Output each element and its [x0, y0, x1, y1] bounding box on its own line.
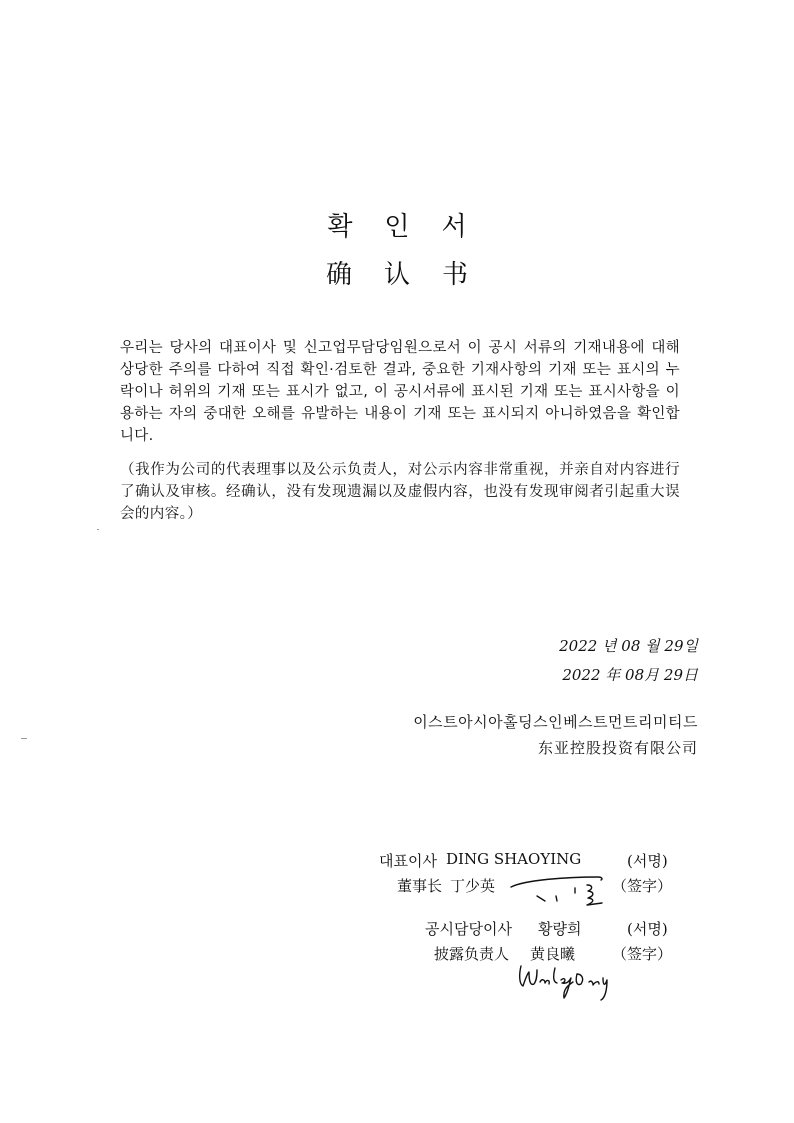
- ceo-role-korean: 대표이사: [379, 852, 437, 870]
- body-paragraph-chinese: （我作为公司的代表理事以及公示负责人，对公示内容非常重视，并亲自对内容进行了确认及审核。经确认，没有发现遗漏以及虚假内容，也没有发现审阅者引起重大误会的内容。）: [120, 462, 680, 522]
- officer-handwritten-signature: [515, 962, 625, 1006]
- title-chinese: 确认书: [325, 260, 500, 290]
- ceo-name-korean: DING SHAOYING: [446, 850, 582, 868]
- officer-name-korean: 황량희: [538, 920, 582, 938]
- ceo-sign-label-korean: (서명): [627, 852, 668, 870]
- officer-sign-label-chinese: （签字）: [612, 945, 673, 963]
- title-korean: 확인서: [327, 212, 499, 242]
- officer-sign-label-korean: (서명): [627, 920, 668, 938]
- date-chinese: 2022 年 08月 29日: [562, 666, 698, 684]
- scan-speck: [21, 738, 27, 739]
- body-paragraph-korean: 우리는 당사의 대표이사 및 신고업무담당임원으로서 이 공시 서류의 기재내용에 대해 상당한 주의를 다하여 직접 확인·검토한 결과, 중요한 기재사항의 기재 또는 표시의 누락이나 허위의 기재 또는 표시가 없고, 이 공시서류에 표시된 기재 또는 표시사항을 이용하는 자의 중대한 오해를 유발하는 내용이 기재 또는 표시되지 아니하였음을 확인합니다.: [120, 340, 680, 444]
- officer-name-chinese: 黄良曦: [530, 945, 576, 963]
- company-name-chinese: 东亚控股投资有限公司: [537, 739, 698, 757]
- ceo-name-chinese: 丁少英: [450, 877, 496, 895]
- ceo-handwritten-signature: [505, 868, 625, 916]
- date-korean: 2022 년 08 월 29일: [559, 637, 698, 655]
- company-name-korean: 이스트아시아홀딩스인베스트먼트리미티드: [413, 713, 698, 731]
- officer-role-chinese: 披露负责人: [434, 945, 510, 963]
- ceo-sign-label-chinese: （签字）: [612, 877, 673, 895]
- officer-role-korean: 공시담당이사: [425, 920, 512, 938]
- scan-speck: [97, 529, 99, 530]
- ceo-role-chinese: 董事长: [397, 877, 443, 895]
